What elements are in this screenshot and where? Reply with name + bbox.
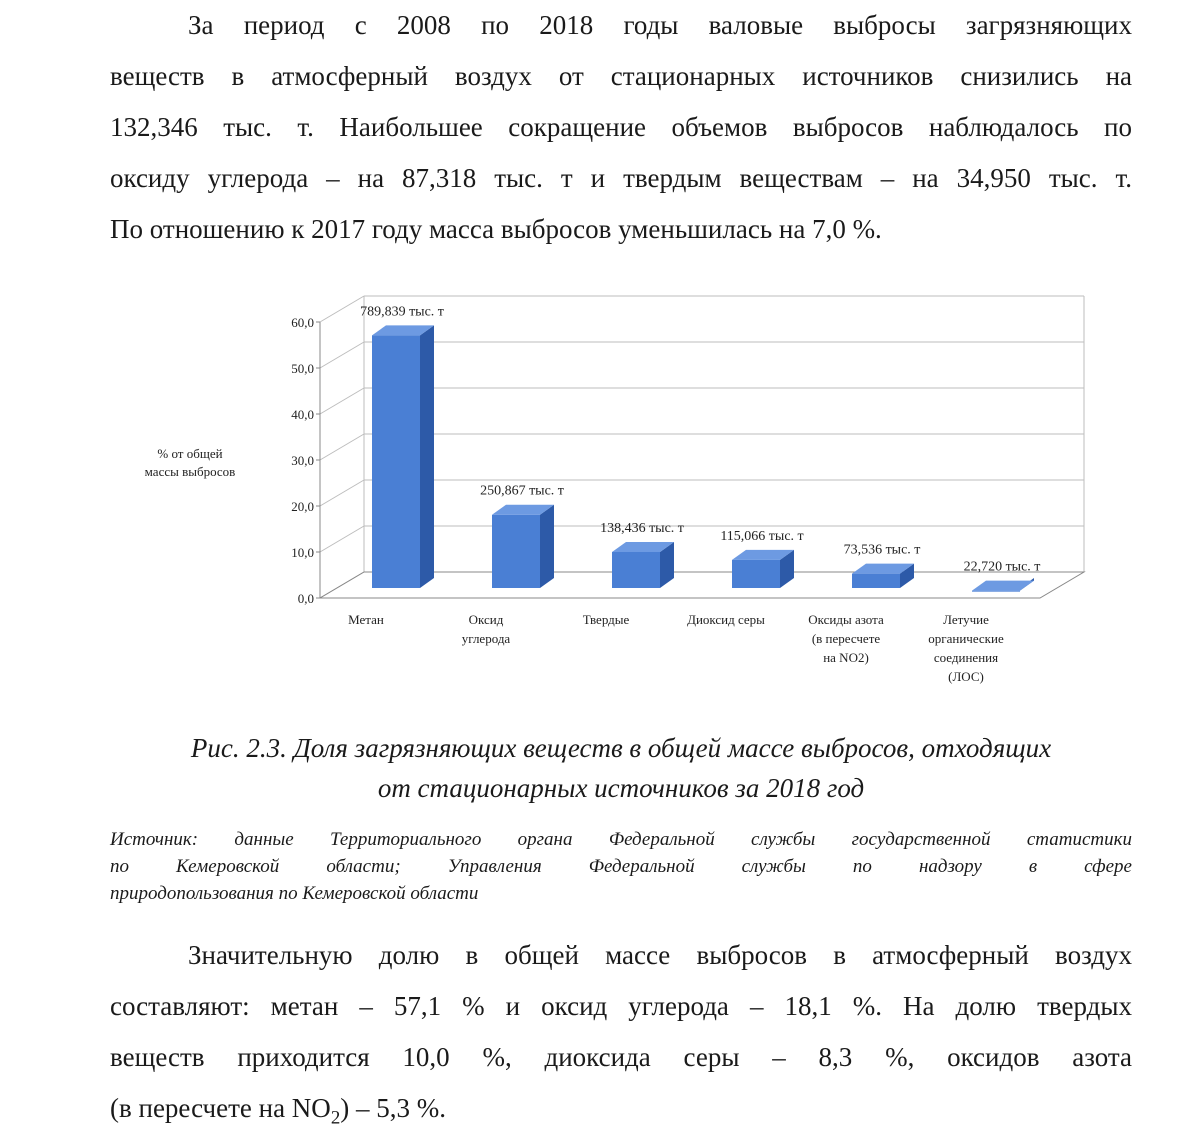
- source-note: [110, 826, 1132, 907]
- category-label: органические: [928, 631, 1004, 646]
- bar: [492, 515, 540, 588]
- bar: [372, 335, 420, 588]
- gridline: [320, 388, 364, 414]
- category-label: Диоксид серы: [687, 612, 765, 627]
- source-line: природопользования по Кемеровской области: [110, 883, 479, 904]
- data-label: 789,839 тыс. т: [360, 304, 444, 320]
- paragraph-line: По отношению к 2017 году масса выбросов уменьшилась на 7,0 %.: [110, 214, 882, 244]
- category-label: Оксид: [468, 612, 504, 627]
- caption-line: Рис. 2.3. Доля загрязняющих веществ в общей массе выбросов, отходящих: [190, 733, 1052, 763]
- paragraph-line: веществ приходится 10,0 %, диоксида серы – 8,3 %, оксидов азота: [110, 1042, 1132, 1072]
- bar-side: [540, 505, 554, 588]
- caption-line: от стационарных источников за 2018 год: [377, 773, 865, 803]
- category-label: (ЛОС): [948, 669, 984, 684]
- chart-floor: [320, 572, 1084, 598]
- figure-caption: [110, 728, 1132, 808]
- paragraph-line: Значительную долю в общей массе выбросов в атмосферный воздух: [188, 940, 1132, 970]
- paragraph-line: [110, 1083, 1132, 1134]
- data-label: 115,066 тыс. т: [720, 528, 804, 544]
- category-label: Твердые: [582, 612, 630, 627]
- emissions-bar-chart: [110, 282, 1110, 702]
- y-tick-label: 20,0: [291, 499, 314, 514]
- data-label: 22,720 тыс. т: [963, 559, 1041, 575]
- line-suffix: ) – 5,3 %.: [340, 1093, 446, 1123]
- paragraph-line: веществ в атмосферный воздух от стационарных источников снизились на: [110, 61, 1132, 91]
- gridline: [320, 526, 364, 552]
- category-label: углерода: [461, 631, 511, 646]
- category-label: Оксиды азота: [808, 612, 884, 627]
- source-line: по Кемеровской области; Управления Федеральной службы по надзору в сфере: [110, 856, 1132, 877]
- bar: [612, 552, 660, 588]
- source-line: Источник: данные Территориального органа Федеральной службы государственной статистики: [110, 829, 1132, 850]
- paragraph-line: составляют: метан – 57,1 % и оксид углерода – 18,1 %. На долю твердых: [110, 991, 1132, 1021]
- gridline: [320, 342, 364, 368]
- y-tick-label: 40,0: [291, 407, 314, 422]
- subscript: 2: [330, 1107, 341, 1129]
- y-tick-label: 60,0: [291, 315, 314, 330]
- y-axis-label: массы выбросов: [144, 464, 236, 479]
- paragraph-line: 132,346 тыс. т. Наибольшее сокращение объемов выбросов наблюдалось по: [110, 112, 1132, 142]
- bar: [732, 560, 780, 588]
- data-label: 73,536 тыс. т: [843, 542, 921, 558]
- category-label: Метан: [348, 612, 384, 627]
- bar-top: [972, 581, 1034, 591]
- category-label: на NO2): [823, 650, 869, 665]
- category-label: (в пересчете: [811, 631, 881, 646]
- bar-side: [420, 325, 434, 588]
- summary-paragraph: [110, 930, 1132, 1134]
- data-label: 250,867 тыс. т: [480, 483, 564, 499]
- y-tick-label: 10,0: [291, 545, 314, 560]
- line-prefix: (в пересчете на NO: [110, 1093, 331, 1123]
- category-label: соединения: [933, 650, 999, 665]
- y-tick-label: 0,0: [297, 591, 314, 606]
- bar: [852, 574, 900, 588]
- intro-paragraph: [110, 0, 1132, 255]
- paragraph-line: оксиду углерода – на 87,318 тыс. т и твердым веществам – на 34,950 тыс. т.: [110, 163, 1132, 193]
- data-label: 138,436 тыс. т: [600, 521, 684, 536]
- y-axis-label: % от общей: [157, 446, 223, 461]
- y-tick-label: 30,0: [291, 453, 314, 468]
- gridline: [320, 434, 364, 460]
- paragraph-line: За период с 2008 по 2018 годы валовые выбросы загрязняющих: [188, 10, 1132, 40]
- gridline: [320, 480, 364, 506]
- gridline: [320, 296, 364, 322]
- y-tick-label: 50,0: [291, 361, 314, 376]
- bar: [972, 591, 1020, 592]
- category-label: Летучие: [943, 612, 989, 627]
